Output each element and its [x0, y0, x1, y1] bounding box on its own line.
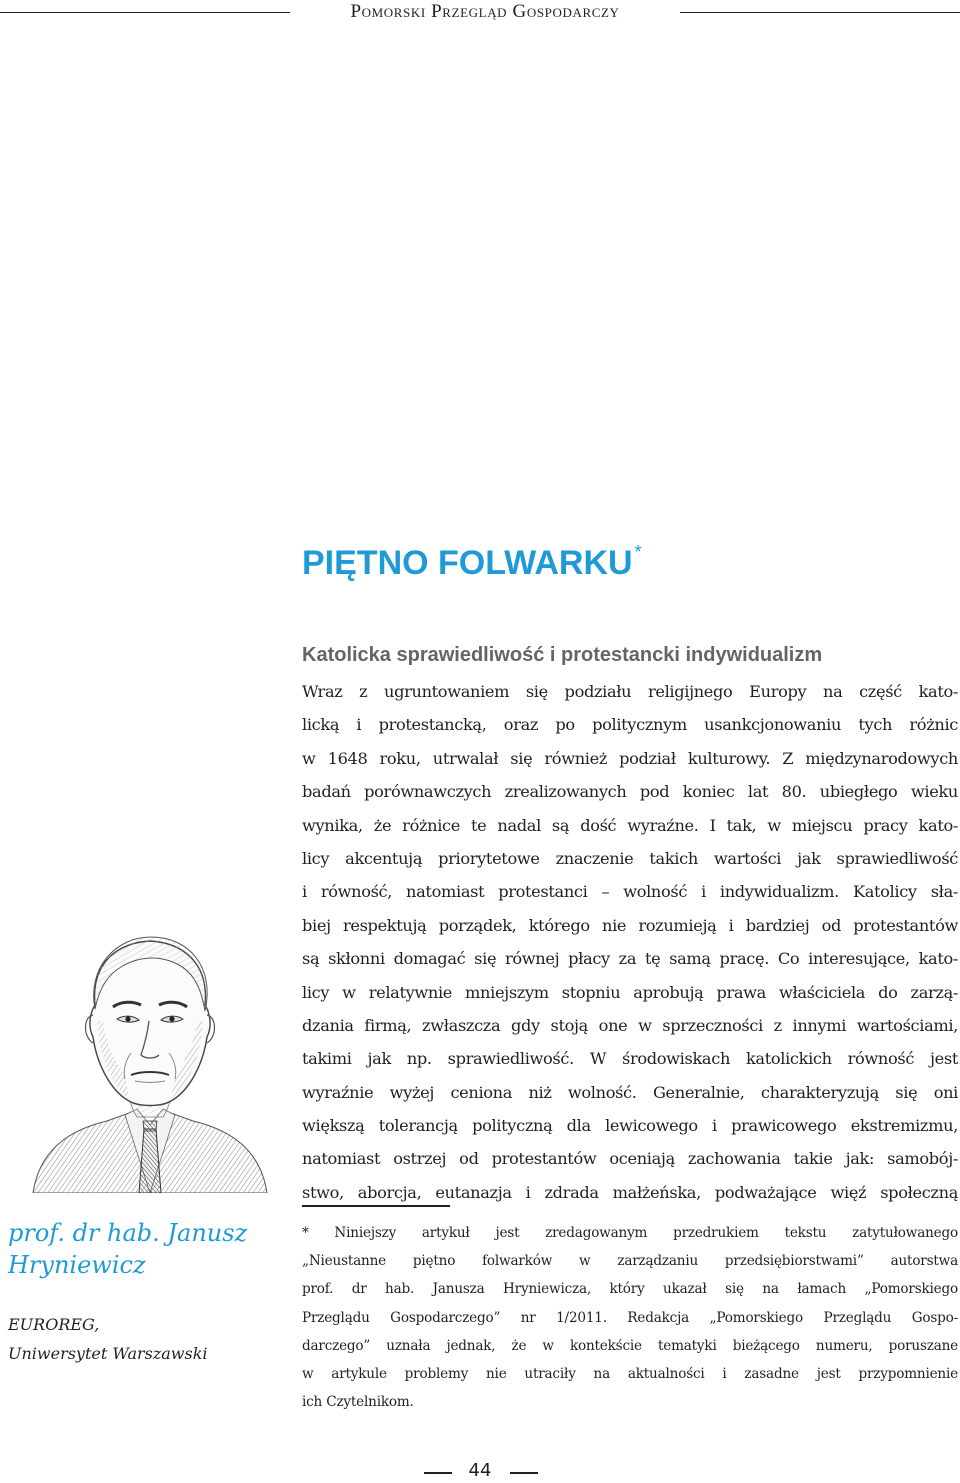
footnote-line: darczego” uznała jednak, że w kontekście tematyki bieżącego numeru, poruszane [302, 1337, 958, 1354]
page-number-dash-right [510, 1472, 538, 1474]
running-header [0, 0, 960, 30]
body-line: licy akcentują priorytetowe znaczenie takich wartości jak sprawiedliwość [302, 848, 958, 868]
journal-title: Pomorski Przegląd Gospodarczy [350, 1, 620, 22]
affiliation-line: Uniwersytet Warszawski [8, 1344, 208, 1363]
body-line: i równość, natomiast protestanci – wolność i indywidualizm. Katolicy sła- [302, 882, 958, 902]
page-footer [0, 1460, 960, 1483]
article-title [302, 530, 642, 585]
footnote-line: w artykule problemy nie utraciły na aktualności i zasadne jest przypomnienie [302, 1365, 958, 1382]
body-line: takimi jak np. sprawiedliwość. W środowiskach katolickich równość jest [302, 1049, 958, 1069]
author-portrait [25, 925, 275, 1193]
affiliation-line: EUROREG, [8, 1315, 100, 1334]
body-line: biej respektują porządek, którego nie rozumieją i bardziej od protestantów [302, 915, 958, 935]
footnote-line: ich Czytelnikom. [302, 1394, 414, 1411]
body-line: dzania firmą, zwłaszcza gdy stoją one w sprzeczności z innymi wartościami, [302, 1015, 958, 1035]
body-line: stwo, aborcja, eutanazja i zdrada małżeńska, podważające więź społeczną [302, 1182, 958, 1202]
body-line: badań porównawczych zrealizowanych pod koniec lat 80. ubiegłego wieku [302, 782, 958, 802]
header-rule-right [680, 12, 960, 13]
header-rule-left [0, 12, 290, 13]
footnote [302, 1219, 958, 1416]
author-affiliation [8, 1310, 293, 1368]
author-name [8, 1217, 293, 1281]
author-name-line: prof. dr hab. Janusz [8, 1219, 248, 1247]
body-line: licką i protestancką, oraz po politycznym usankcjonowaniu tych różnic [302, 715, 958, 735]
article-title-text: PIĘTNO FOLWARKU [302, 544, 633, 582]
body-line: w 1648 roku, utrwalał się również podział kulturowy. Z międzynarodowych [302, 748, 958, 768]
body-line: większą tolerancją polityczną dla lewicowego i prawicowego ekstremizmu, [302, 1116, 958, 1136]
body-line: wyraźnie wyżej ceniona niż wolność. Generalnie, charakteryzują się oni [302, 1082, 958, 1102]
author-name-line: Hryniewicz [8, 1251, 146, 1279]
body-line: wynika, że różnice te nadal są dość wyraźne. I tak, w miejscu pracy kato- [302, 815, 958, 835]
footnote-rule [302, 1205, 450, 1207]
body-line: są skłonni domagać się równej płacy za tę samą pracę. Co interesujące, kato- [302, 949, 958, 969]
body-line: Wraz z ugruntowaniem się podziału religijnego Europy na część kato- [302, 682, 958, 701]
footnote-marker: * [634, 542, 642, 562]
body-line: licy w relatywnie mniejszym stopniu aprobują prawa właściciela do zarzą- [302, 982, 958, 1002]
footnote-line: Przeglądu Gospodarczego” nr 1/2011. Redakcja „Pomorskiego Przeglądu Gospo- [302, 1309, 958, 1326]
page-number-dash-left [424, 1472, 452, 1474]
footnote-line: prof. dr hab. Janusza Hryniewicza, który ukazał się na łamach „Pomorskiego [302, 1281, 958, 1298]
page-number: 44 [468, 1460, 492, 1481]
body-line: natomiast ostrzej od protestantów oceniają zachowania takie jak: samobój- [302, 1149, 958, 1169]
footnote-line: * Niniejszy artykuł jest zredagowanym przedrukiem tekstu zatytułowanego [302, 1225, 958, 1241]
section-heading: Katolicka sprawiedliwość i protestancki indywidualizm [302, 644, 823, 666]
footnote-line: „Nieustanne piętno folwarków w zarządzaniu przedsiębiorstwami” autorstwa [302, 1253, 958, 1270]
article-body [302, 675, 958, 1209]
